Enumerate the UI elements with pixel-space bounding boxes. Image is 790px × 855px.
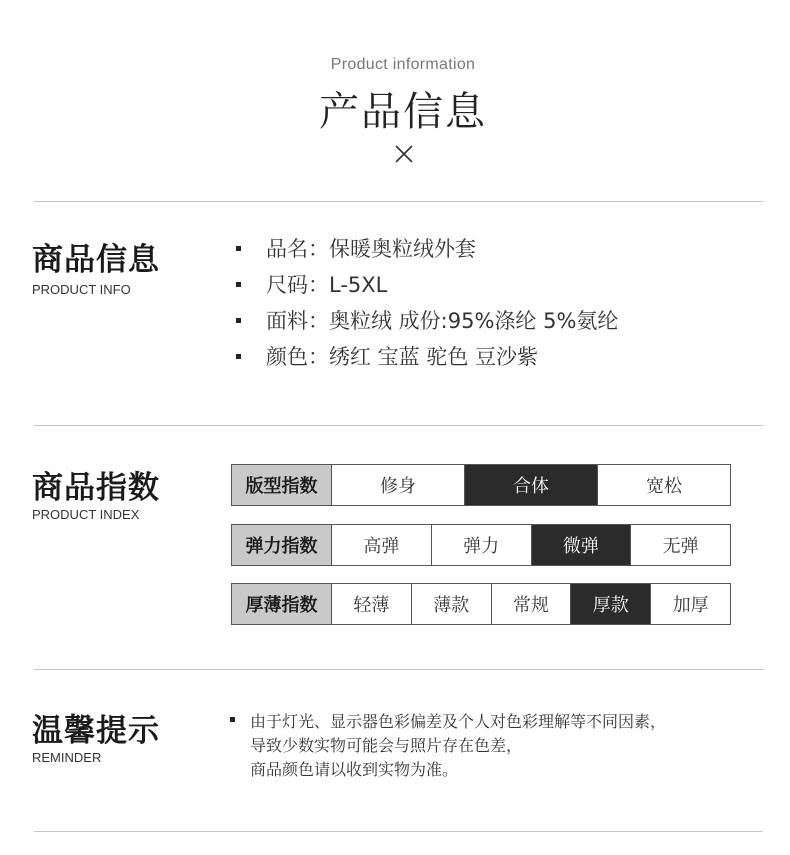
index-option: 薄款 [412, 584, 492, 624]
close-x-icon [393, 143, 415, 165]
index-label: 厚薄指数 [232, 584, 332, 624]
index-row-fit [231, 464, 731, 506]
index-option: 高弹 [332, 525, 432, 565]
section-subtitle-product-info: PRODUCT INFO [32, 282, 131, 297]
index-label: 版型指数 [232, 465, 332, 505]
index-option: 弹力 [432, 525, 532, 565]
bullet-icon [236, 246, 241, 251]
divider [34, 425, 763, 426]
divider [34, 201, 763, 202]
index-option-selected: 合体 [465, 465, 598, 505]
section-subtitle-reminder: REMINDER [32, 750, 102, 765]
reminder-text [230, 710, 666, 782]
reminder-line [230, 710, 666, 734]
index-option: 常规 [492, 584, 572, 624]
divider [34, 669, 763, 670]
list-item [236, 268, 618, 304]
index-row-thickness [231, 583, 731, 625]
index-row-elasticity [231, 524, 731, 566]
section-subtitle-product-index: PRODUCT INDEX [32, 507, 140, 522]
product-info-list [236, 232, 618, 376]
index-label: 弹力指数 [232, 525, 332, 565]
info-item-fabric: 面料：奥粒绒 成份:95%涤纶 5%氨纶 [266, 309, 619, 333]
info-item-size: 尺码：L-5XL [266, 273, 388, 297]
index-option: 无弹 [631, 525, 730, 565]
list-item [236, 304, 618, 340]
reminder-line-text: 由于灯光、显示器色彩偏差及个人对色彩理解等不同因素， [250, 712, 667, 731]
bullet-icon [236, 318, 241, 323]
reminder-line: 商品颜色请以收到实物为准。 [250, 760, 459, 779]
info-item-name: 品名：保暖奥粒绒外套 [266, 237, 476, 261]
divider [34, 831, 763, 832]
section-title-product-index: 商品指数 [32, 470, 160, 506]
index-option-selected: 微弹 [532, 525, 632, 565]
info-item-colors: 颜色：绣红 宝蓝 驼色 豆沙紫 [266, 345, 539, 369]
bullet-icon [230, 717, 235, 722]
list-item [236, 232, 618, 268]
section-title-reminder: 温馨提示 [32, 713, 160, 749]
list-item [236, 340, 618, 376]
header-subtitle-en: Product information [330, 56, 476, 73]
section-title-product-info: 商品信息 [32, 242, 160, 278]
bullet-icon [236, 354, 241, 359]
index-option: 宽松 [598, 465, 730, 505]
reminder-line: 导致少数实物可能会与照片存在色差， [250, 736, 523, 755]
page-title: 产品信息 [319, 89, 487, 135]
index-option: 修身 [332, 465, 465, 505]
index-option-selected: 厚款 [571, 584, 651, 624]
index-option: 加厚 [651, 584, 730, 624]
bullet-icon [236, 282, 241, 287]
index-option: 轻薄 [332, 584, 412, 624]
